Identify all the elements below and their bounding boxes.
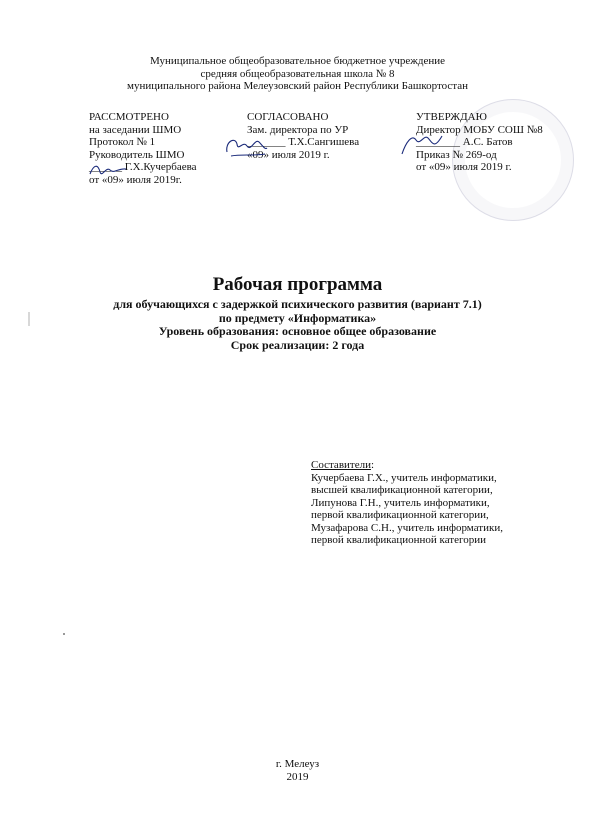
- author-line: высшей квалификационной категории,: [311, 484, 493, 496]
- authors-block: [311, 459, 503, 547]
- footer-year: 2019: [286, 770, 309, 783]
- agreed-line-1: Зам. директора по УР: [247, 123, 349, 136]
- considered-line-3: Руководитель ШМО: [89, 148, 185, 161]
- footer: [0, 758, 595, 783]
- considered-title: РАССМОТРЕНО: [89, 111, 169, 123]
- program-line-2: по предмету «Информатика»: [218, 310, 377, 325]
- scan-mark: [28, 312, 30, 326]
- header-line-1: Муниципальное общеобразовательное бюджетное учреждение: [149, 55, 446, 67]
- program-line-1: для обучающихся с задержкой психического развития (вариант 7.1): [113, 297, 482, 311]
- program-title: Рабочая программа: [212, 274, 383, 295]
- header-line-2: средняя общеобразовательная школа № 8: [200, 67, 395, 80]
- approved-line-4: от «09» июля 2019 г.: [416, 161, 512, 173]
- considered-line-5: от «09» июля 2019г.: [89, 173, 182, 186]
- author-line: Кучербаева Г.Х., учитель информатики,: [311, 471, 497, 484]
- authors-heading: Составители: [311, 459, 371, 471]
- author-line: Музафарова С.Н., учитель информатики,: [311, 521, 503, 534]
- header-line-3: муниципального района Мелеузовский район Республики Башкортостан: [127, 80, 468, 92]
- authors-colon: :: [370, 459, 375, 471]
- program-line-4: Срок реализации: 2 года: [230, 337, 365, 352]
- program-title-block: [0, 274, 595, 352]
- signature-kucherbaeva: [88, 160, 128, 180]
- signature-batov: [398, 130, 444, 160]
- author-line: Липунова Г.Н., учитель информатики,: [311, 496, 490, 509]
- considered-line-1: на заседании ШМО: [89, 123, 182, 136]
- approved-title: УТВЕРЖДАЮ: [416, 111, 487, 123]
- author-line: первой квалификационной категории: [311, 534, 487, 546]
- approved-line-2: ________ А.С. Батов: [416, 136, 513, 148]
- agreed-line-2: _______ Т.Х.Сангишева: [247, 136, 360, 148]
- considered-line-2: Протокол № 1: [89, 136, 156, 148]
- signature-sangisheva: [223, 132, 269, 162]
- footer-city: г. Мелеуз: [275, 758, 320, 770]
- approved-line-1: Директор МОБУ СОШ №8: [416, 123, 543, 136]
- scan-mark: [63, 633, 65, 635]
- program-line-3: Уровень образования: основное общее образование: [158, 324, 437, 338]
- school-header: [0, 55, 595, 93]
- agreed-line-3: «09» июля 2019 г.: [247, 148, 330, 161]
- agreed-title: СОГЛАСОВАНО: [247, 111, 329, 123]
- author-line: первой квалификационной категории,: [311, 509, 489, 521]
- approved-line-3: Приказ № 269-од: [416, 148, 497, 161]
- considered-line-4: ______ Г.Х.Кучербаева: [89, 161, 197, 173]
